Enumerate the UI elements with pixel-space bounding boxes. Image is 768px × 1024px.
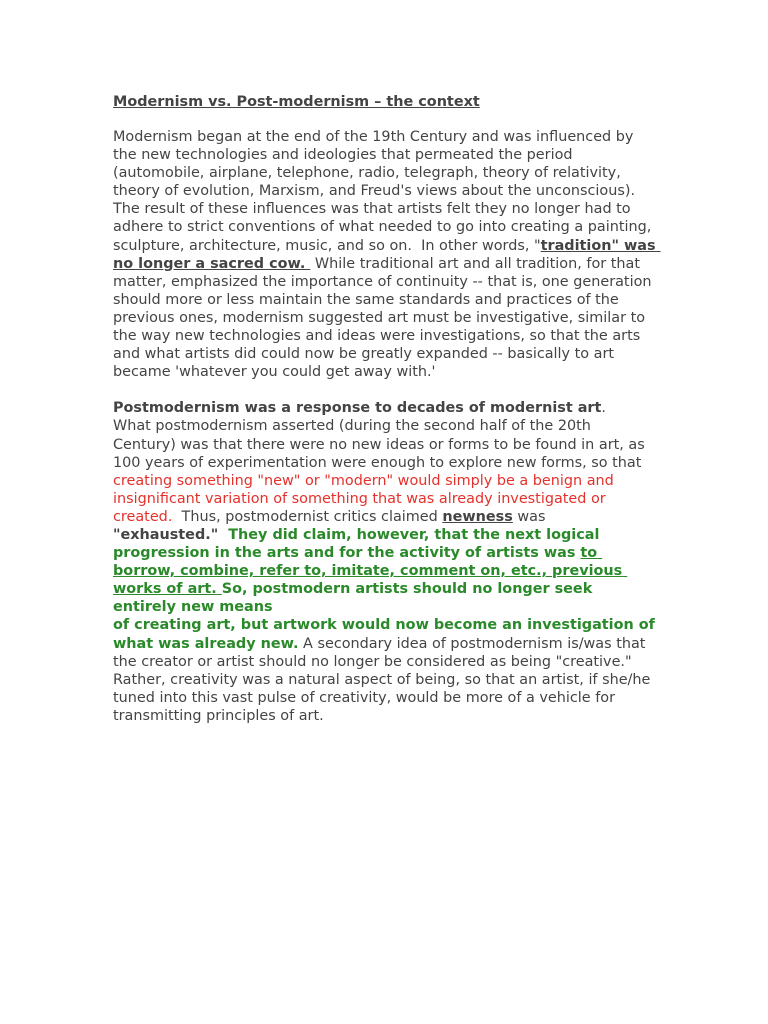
document-title: Modernism vs. Post-modernism – the context [113,94,480,110]
p2-text-1: What postmodernism asserted (during the second half of the 20th Century) was that there were no new ideas or forms to be found in art, as 100 years of experimentation were enough to explore new forms, so that [113,418,650,471]
p1-text-2: While traditional art and all tradition, for that matter, emphasized the importance of continuity -- that is, one generation should more or less maintain the same standards and practices of the previous ones, modernism suggested art must be investigative, similar to the way new technologies and ideas were investigations, so that the arts and what artists did could now be greatly expanded -- basically to art became 'whatever you could get away with.' [113,255,657,381]
p2-text-2: Thus, postmodernist critics claimed [172,508,443,525]
p2-text-4: A secondary idea of postmodernism is/was that the creator or artist should no longer be considered as being "creative." Rather, creativity was a natural aspect of being, so that an artist, if she/he tuned into this vast pulse of creativity, would be more of a vehicle for transmitting principles of art. [113,635,655,724]
p1-text-1: Modernism began at the end of the 19th Century and was influenced by the new technologies and ideologies that permeated the period (automobile, airplane, telephone, radio, telegraph, theory of relativity, theory of evolution, Marxism, and Freud's views about the unconscious). The result of these influences was that artists felt they no longer had to adhere to strict conventions of what needed to go into creating a painting, sculpture, architecture, music, and so on. In other words, " [113,129,656,254]
p2-newness: newness [442,508,513,525]
p2-red-text: creating something "new" or "modern" would simply be a benign and insignificant variation of something that was already investigated or created. [113,472,619,525]
p2-green-text-2: So, postmodern artists should no longer seek entirely new means [113,581,598,616]
p2-heading: Postmodernism was a response to decades of modernist art [113,400,602,417]
p1-tradition-phrase: tradition" was no longer a sacred cow. [113,237,661,272]
p2-green-text-1: They did claim, however, that the next logical progression in the arts and for the activity of artists was [113,526,605,562]
document-page [113,93,661,743]
p2-text-3: was [512,508,551,525]
p2-green-text-3: of creating art, but artwork would now become an investigation of what was already new. [113,617,660,652]
p2-green-underlined: to borrow, combine, refer to, imitate, comment on, etc., previous works of art. [113,545,628,598]
p2-exhausted: "exhausted." [113,526,219,543]
paragraph-modernism [113,128,661,381]
p2-heading-end: . [601,400,606,417]
paragraph-postmodernism [113,399,658,725]
